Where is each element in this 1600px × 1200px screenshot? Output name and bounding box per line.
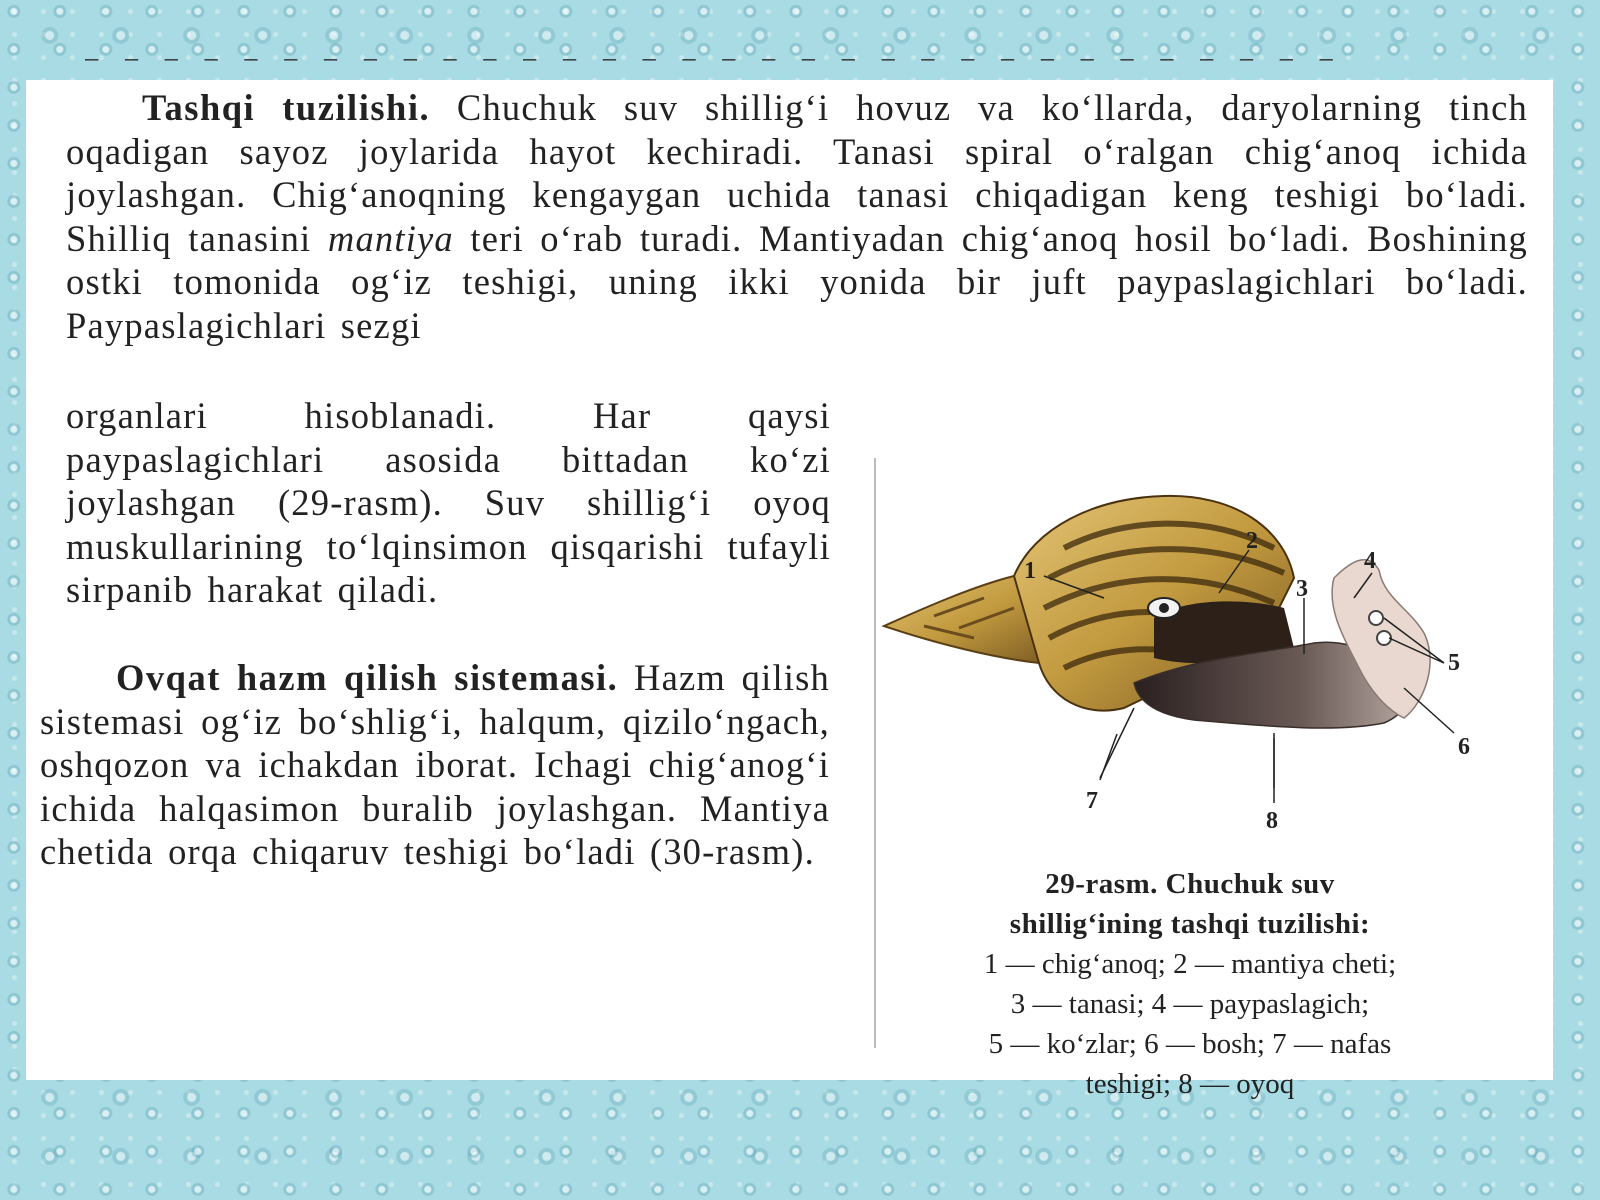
figure-label-5: 5 bbox=[1448, 650, 1460, 676]
caption-legend-line-3: 5 — ko‘zlar; 6 — bosh; 7 — nafas bbox=[988, 1028, 1392, 1060]
paragraph-digestive-system bbox=[40, 656, 830, 874]
figure-label-8: 8 bbox=[1266, 808, 1278, 834]
caption-legend-line-2: 3 — tanasi; 4 — paypaslagich; bbox=[1010, 988, 1370, 1020]
figure-29 bbox=[864, 458, 1516, 1100]
term-mantiya: mantiya bbox=[327, 217, 454, 259]
paragraph-text: Hazm qilish sistemasi og‘iz bo‘shlig‘i, halqum, qizilo‘ngach, oshqozon va ichakdan iborat. Ichagi chig‘anog‘i ichida halqasimon buralib joylashgan. Mantiya chetida orqa chiqaruv teshigi bo‘ladi (30-rasm). bbox=[40, 657, 830, 872]
cropped-previous-line: ‾ ‾ ‾ ‾ ‾ ‾ ‾ ‾ ‾ ‾ ‾ ‾ ‾ ‾ ‾ ‾ ‾ ‾ ‾ ‾ ‾ ‾ ‾ ‾ ‾ ‾ ‾ ‾ ‾ ‾ ‾ ‾ bbox=[86, 57, 1342, 94]
heading-external-structure: Tashqi tuzilishi. bbox=[142, 87, 431, 128]
caption-legend-line-4: teshigi; 8 — oyoq bbox=[1085, 1068, 1295, 1100]
figure-label-1: 1 bbox=[1024, 558, 1036, 584]
caption-legend-line-1: 1 — chig‘anoq; 2 — mantiya cheti; bbox=[983, 948, 1397, 980]
paragraph-text: teri o‘rab turadi. Mantiyadan chig‘anoq hosil bo‘ladi. Boshining ostki tomonida og‘iz teshigi, uning ikki yonida bir juft paypaslagichlari bo‘ladi. Paypaslagichlari sezgi bbox=[66, 217, 1529, 346]
paragraph-external-structure bbox=[66, 86, 1528, 347]
figure-label-6: 6 bbox=[1458, 734, 1470, 760]
snail-illustration bbox=[864, 458, 1516, 768]
figure-label-7: 7 bbox=[1086, 788, 1098, 814]
figure-label-3: 3 bbox=[1296, 576, 1308, 602]
figure-label-2: 2 bbox=[1246, 528, 1258, 554]
caption-title-line-1: 29-rasm. Chuchuk suv bbox=[1045, 868, 1335, 900]
textbook-page bbox=[26, 57, 1553, 1100]
figure-caption bbox=[864, 864, 1516, 1104]
paragraph-text: organlari hisoblanadi. Har qaysi paypaslagichlari asosida bittadan ko‘zi joylashgan (29-rasm). Suv shillig‘i oyoq muskullarining to‘lqinsimon qisqarishi tufayli sirpanib harakat qiladi. bbox=[66, 395, 831, 610]
paragraph-text: Chuchuk suv shillig‘i hovuz va ko‘llarda, daryolarning tinch oqadigan sayoz joylarida hayot kechiradi. Tanasi spiral o‘ralgan chig‘anoq ichida joylashgan. Chig‘anoqning kengaygan uchida tanasi chiqadigan keng teshigi bo‘ladi. Shilliq tanasini bbox=[66, 87, 1528, 259]
caption-title-line-2: shillig‘ining tashqi tuzilishi: bbox=[1009, 908, 1371, 940]
heading-digestive-system: Ovqat hazm qilish sistemasi. bbox=[116, 657, 619, 698]
paragraph-sense-organs bbox=[66, 394, 831, 612]
figure-label-4: 4 bbox=[1364, 548, 1376, 574]
